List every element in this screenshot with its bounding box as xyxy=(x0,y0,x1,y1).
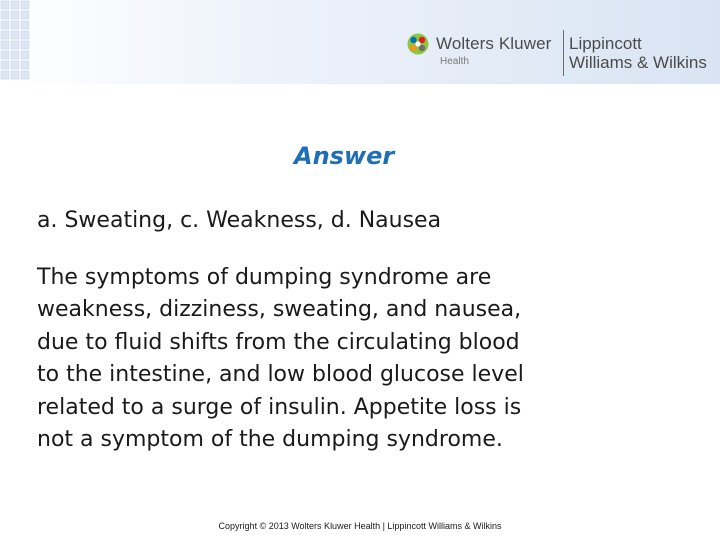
publisher-logo xyxy=(406,28,716,80)
imprint-name-line-2: Williams & Wilkins xyxy=(569,53,707,72)
slide-title: Answer xyxy=(294,142,395,170)
logo-divider xyxy=(563,30,564,76)
copyright-footer: Copyright © 2013 Wolters Kluwer Health | Lippincott Williams & Wilkins xyxy=(218,521,502,531)
decorative-tile-grid xyxy=(0,0,30,84)
wolters-kluwer-globe-icon xyxy=(406,32,430,56)
imprint-name-line-1: Lippincott xyxy=(569,34,642,53)
publisher-name: Wolters Kluwer xyxy=(436,34,552,53)
answer-text: a. Sweating, c. Weakness, d. Nausea xyxy=(37,208,442,233)
publisher-division: Health xyxy=(440,56,469,67)
explanation-text: The symptoms of dumping syndrome are weakness, dizziness, sweating, and nausea, due to fluid shifts from the circulating blood to the intestine, and low blood glucose level related to a surge of insulin. Appetite loss is not a symptom of the dumping syndrome. xyxy=(37,265,524,453)
